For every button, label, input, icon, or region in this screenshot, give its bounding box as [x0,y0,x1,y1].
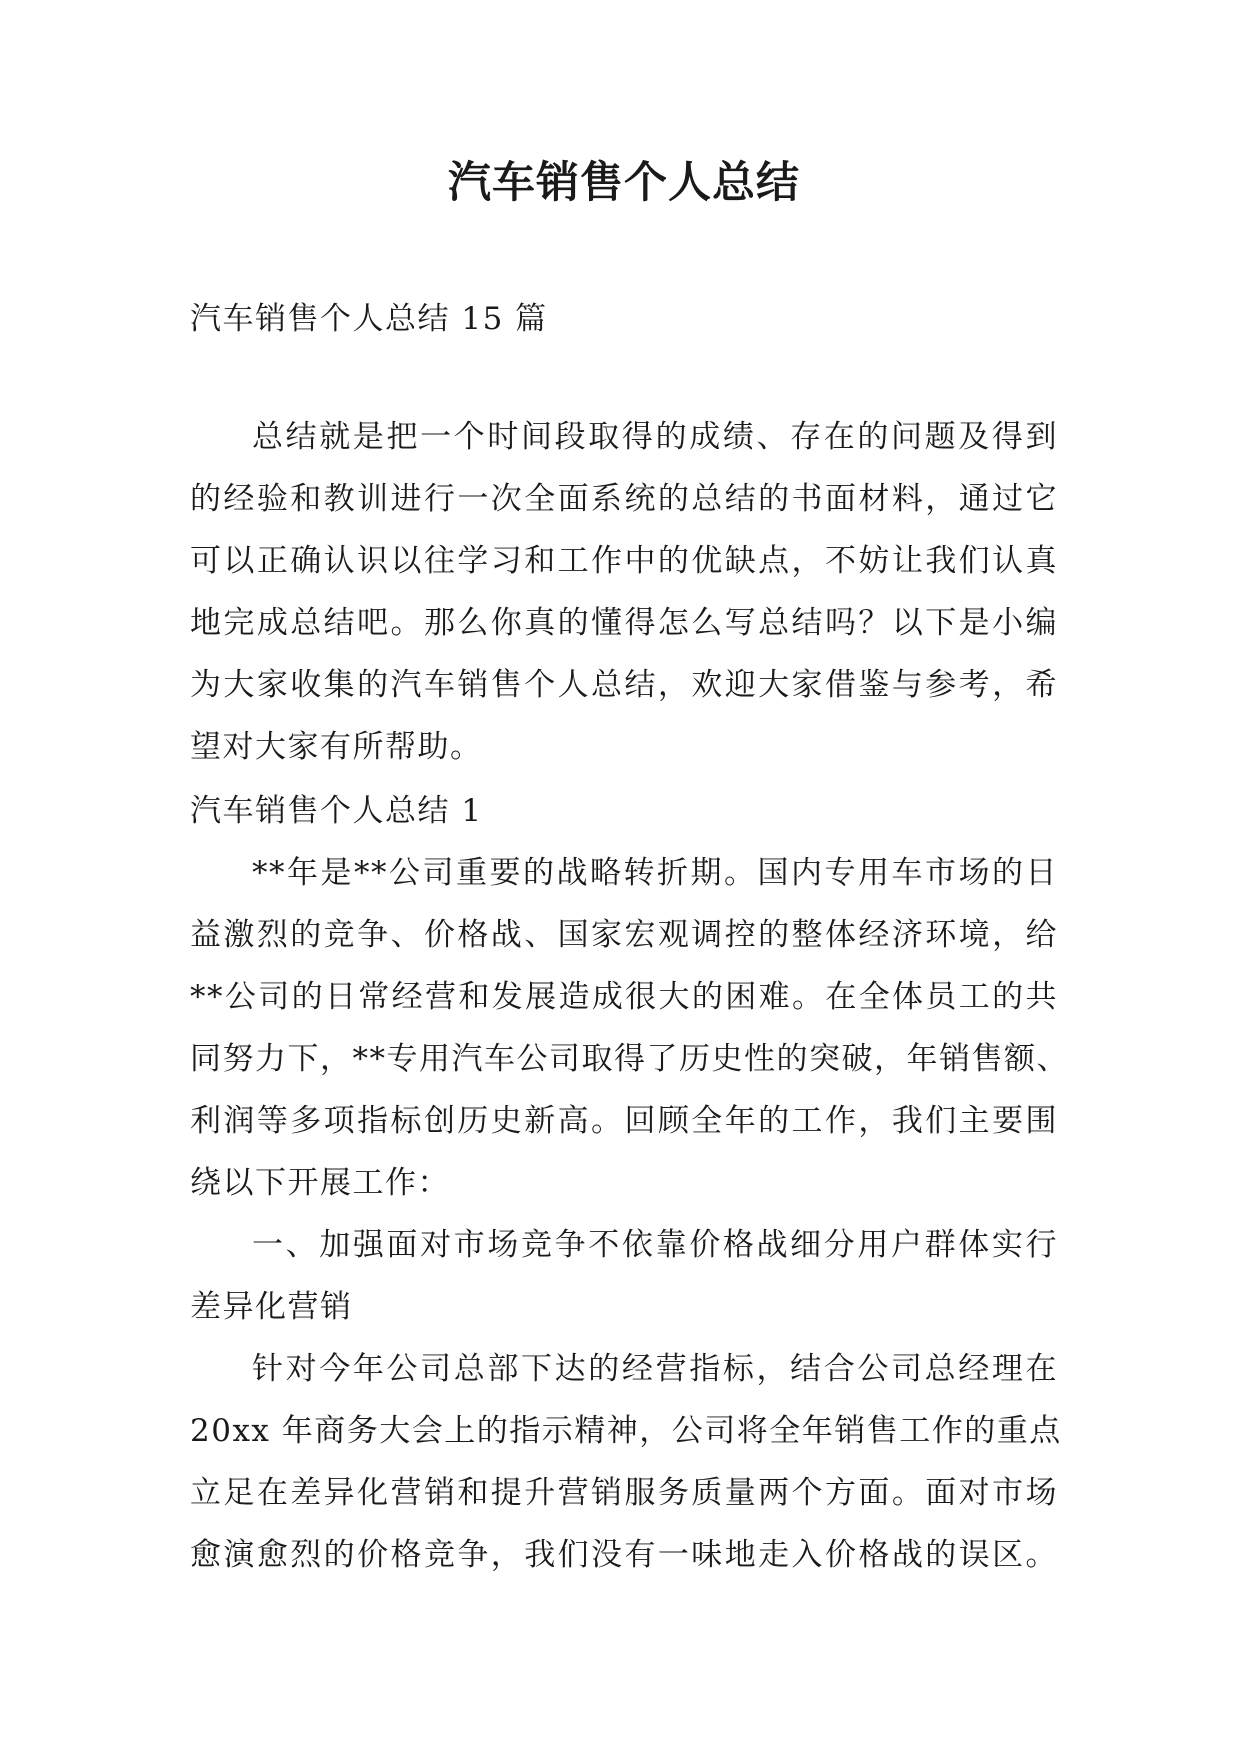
body-paragraph [190,1338,1062,1586]
text-line: **年是**公司重要的战略转折期。国内专用车市场的日 [252,855,1058,891]
section-heading [190,780,1058,842]
text-line: 可以正确认识以往学习和工作中的优缺点，不妨让我们认真 [190,543,1058,579]
text-line: 愈演愈烈的价格竞争，我们没有一味地走入价格战的误区。 [190,1537,1058,1573]
section-heading-text: 汽车销售个人总结 1 [190,793,483,829]
text-line: 一、加强面对市场竞争不依靠价格战细分用户群体实行 [252,1227,1058,1263]
text-line: 益激烈的竞争、价格战、国家宏观调控的整体经济环境，给 [190,917,1058,953]
text-line: 立足在差异化营销和提升营销服务质量两个方面。面对市场 [190,1475,1058,1511]
document-subtitle [190,288,1058,350]
text-line: 望对大家有所帮助。 [190,729,483,765]
text-line: 差异化营销 [190,1289,353,1325]
text-line: 为大家收集的汽车销售个人总结，欢迎大家借鉴与参考，希 [190,667,1058,703]
subtitle-line: 汽车销售个人总结 15 篇 [190,301,548,337]
document-title: 汽车销售个人总结 [448,158,800,208]
text-line: 20xx 年商务大会上的指示精神，公司将全年销售工作的重点 [190,1413,1062,1449]
body-paragraph [190,842,1069,1214]
text-line: 的经验和教训进行一次全面系统的总结的书面材料，通过它 [190,481,1058,517]
text-line: 针对今年公司总部下达的经营指标，结合公司总经理在 [252,1351,1058,1387]
text-line: 地完成总结吧。那么你真的懂得怎么写总结吗？以下是小编 [190,605,1058,641]
text-line: 利润等多项指标创历史新高。回顾全年的工作，我们主要围 [190,1103,1058,1139]
text-line: **公司的日常经营和发展造成很大的困难。在全体员工的共 [190,979,1058,1015]
text-line: 同努力下，**专用汽车公司取得了历史性的突破，年销售额、 [190,1041,1069,1077]
text-line: 总结就是把一个时间段取得的成绩、存在的问题及得到 [252,419,1058,455]
text-line: 绕以下开展工作： [190,1165,450,1201]
document-page [190,0,1069,1754]
subsection-heading [190,1214,1058,1338]
intro-paragraph [190,406,1058,778]
